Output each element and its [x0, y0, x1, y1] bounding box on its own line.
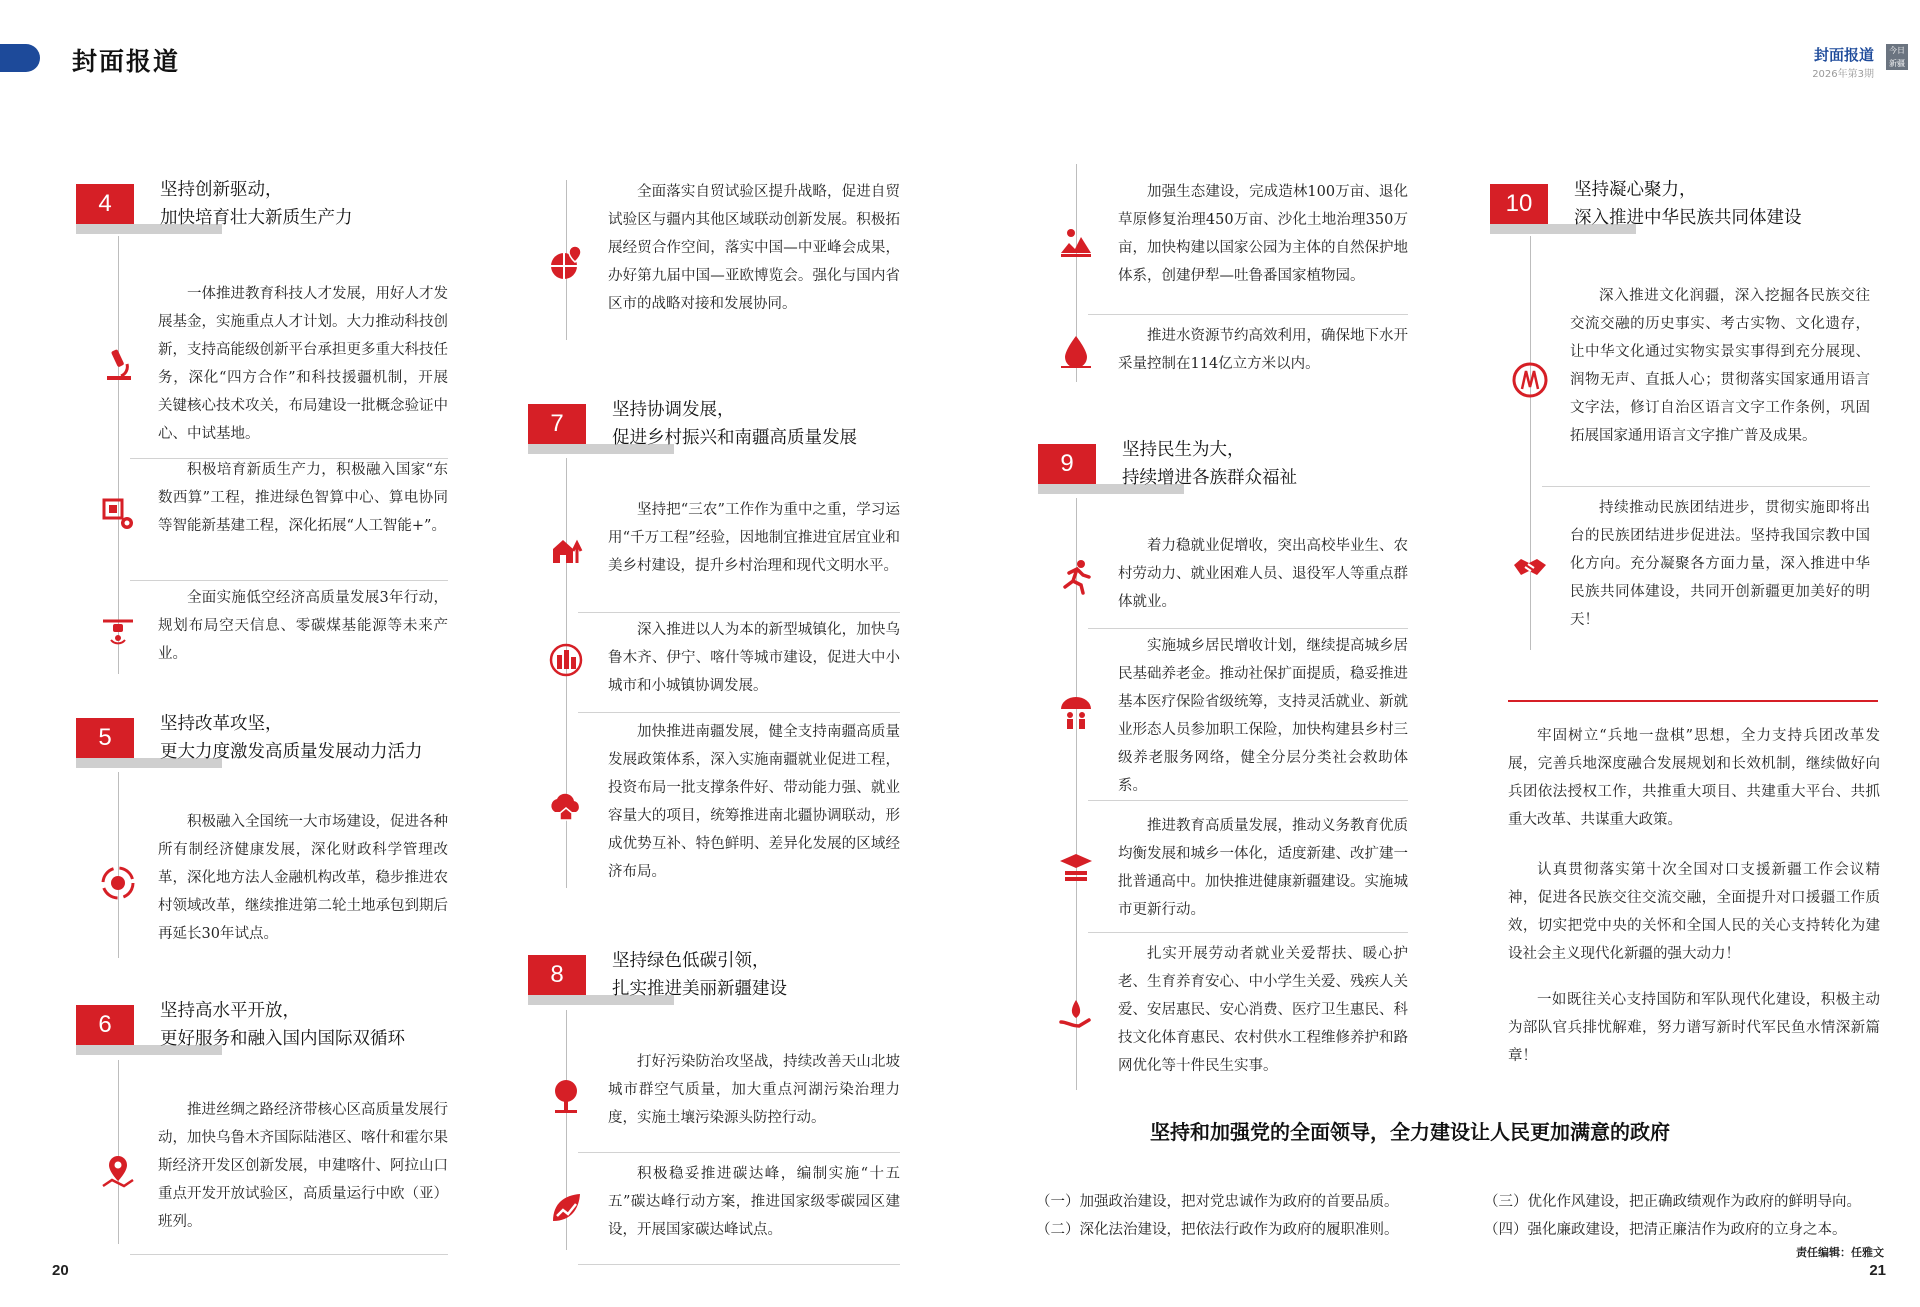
item-divider [1088, 932, 1408, 933]
header-tab [0, 44, 40, 72]
section-5-item-1 [158, 808, 448, 948]
section-number-text: 4 [98, 190, 112, 217]
point-1: （一）加强政治建设，把对党忠诚作为政府的首要品质。 [1036, 1194, 1399, 1210]
section-7-item-2 [608, 616, 900, 700]
ecology-icon [1057, 223, 1095, 261]
section-8-item-2 [608, 1160, 900, 1244]
section-9-item-3 [1118, 812, 1408, 924]
item-text: 深入推进以人为本的新型城镇化，加快乌鲁木齐、伊宁、喀什等城市建设，促进大中小城市和小城镇协调发展。 [608, 622, 900, 694]
item-text: 推进丝绸之路经济带核心区高质量发展行动，加快乌鲁木齐国际陆港区、喀什和霍尔果斯经济开发区创新发展，申建喀什、阿拉山口重点开发开放试验区，高质量运行中欧（亚）班列。 [158, 1102, 448, 1230]
point-2: （二）深化法治建设，把依法行政作为政府的履职准则。 [1036, 1222, 1399, 1238]
item-text: 积极培育新质生产力，积极融入国家“东数西算”工程，推进绿色智算中心、算电协同等智能新基建工程，深化拓展“人工智能+”。 [158, 462, 448, 534]
point-4: （四）强化廉政建设，把清正廉洁作为政府的立身之本。 [1484, 1222, 1847, 1238]
item-divider [130, 580, 448, 581]
section-7-item-1 [608, 496, 900, 580]
section-4-item-3 [158, 584, 448, 668]
section-number-10 [1490, 184, 1548, 234]
reform-cycle-icon [99, 864, 137, 902]
section-8-item-1 [608, 1048, 900, 1132]
paragraph-text: 认真贯彻落实第十次全国对口支援新疆工作会议精神，促进各民族交往交流交融，全面提升对口援疆工作质效，切实把党中央的关怀和全国人民的关心支持转化为建设社会主义现代化新疆的强大动力！ [1508, 862, 1880, 962]
closing-paragraph-2 [1508, 856, 1880, 968]
issue-number: 2026年第3期 [1812, 69, 1874, 80]
section-6-item-1 [158, 1096, 448, 1236]
section-4-item-2 [158, 456, 448, 540]
section-title-line-1: 坚持创新驱动， [160, 180, 283, 200]
paragraph-text: 牢固树立“兵地一盘棋”思想，全力支持兵团改革发展，完善兵地深度融合发展规划和长效机制，继续做好向兵团依法授权工作，共推重大项目、共建重大平台、共抓重大改革、共谋重大政策。 [1508, 728, 1880, 828]
section-title-line-2: 深入推进中华民族共同体建设 [1574, 208, 1802, 228]
section-number-text: 9 [1060, 450, 1074, 477]
culture-emblem-icon [1511, 361, 1549, 399]
item-divider [1088, 800, 1408, 801]
closing-paragraph-3 [1508, 986, 1880, 1070]
map-pin-icon [99, 1152, 137, 1190]
section-9-item-2 [1118, 632, 1408, 800]
family-umbrella-icon [1057, 693, 1095, 731]
cloud-house-icon [547, 786, 585, 824]
section-9-item-1 [1118, 532, 1408, 616]
section-title-line-1: 坚持民生为大， [1122, 440, 1245, 460]
page-number-left: 20 [52, 1262, 69, 1279]
section-title-line-1: 坚持协调发展， [612, 400, 735, 420]
drone-icon [99, 609, 137, 647]
item-text: 推进水资源节约高效利用，确保地下水开采量控制在114亿立方米以内。 [1118, 328, 1408, 372]
item-divider [130, 1254, 448, 1255]
section-title-5 [160, 710, 480, 766]
section-number-8 [528, 955, 586, 1005]
care-hand-icon [1057, 996, 1095, 1034]
item-text: 积极稳妥推进碳达峰，编制实施“十五五”碳达峰行动方案，推进国家级零碳园区建设，开展国家碳达峰试点。 [608, 1166, 900, 1238]
magazine-brand [1812, 44, 1874, 80]
section-8-item-4 [1118, 322, 1408, 378]
section-title: 封面报道 [72, 47, 181, 76]
bottom-headline: 坚持和加强党的全面领导，全力建设让人民更加满意的政府 [1150, 1120, 1670, 1144]
section-number-text: 10 [1505, 190, 1533, 217]
item-text: 推进教育高质量发展，推动义务教育优质均衡发展和城乡一体化，适度新建、改扩建一批普通高中。加快推进健康新疆建设。实施城市更新行动。 [1118, 818, 1408, 918]
section-number-text: 7 [550, 410, 564, 437]
item-divider [1088, 314, 1408, 315]
city-icon [547, 641, 585, 679]
section-10-item-1 [1570, 282, 1870, 450]
section-number-text: 6 [98, 1011, 112, 1038]
item-text: 深入推进文化润疆，深入挖掘各民族交往交流交融的历史事实、考古实物、文化遗存，让中华文化通过实物实景实事得到充分展现、润物无声、直抵人心；贯彻落实国家通用语言文字法，修订自治区语言文字工作条例，巩固拓展国家通用语言文字推广普及成果。 [1570, 288, 1870, 444]
section-title-9 [1122, 436, 1442, 492]
section-title-line-2: 更好服务和融入国内国际双循环 [160, 1029, 405, 1049]
section-title-line-1: 坚持高水平开放， [160, 1001, 300, 1021]
section-title-line-2: 加快培育壮大新质生产力 [160, 208, 353, 228]
item-divider [1542, 486, 1870, 487]
section-title-6 [160, 997, 480, 1053]
section-4-item-1 [158, 280, 448, 448]
timeline-line [1530, 236, 1531, 650]
item-text: 积极融入全国统一大市场建设，促进各种所有制经济健康发展，深化财政科学管理改革，深化地方法人金融机构改革，稳步推进农村领域改革，继续推进第二轮土地承包到期后再延长30年试点。 [158, 814, 448, 942]
section-title-line-2: 更大力度激发高质量发展动力活力 [160, 742, 423, 762]
section-title-line-1: 坚持凝心聚力， [1574, 180, 1697, 200]
item-text: 全面实施低空经济高质量发展3年行动，规划布局空天信息、零碳煤基能源等未来产业。 [158, 590, 448, 662]
section-number-text: 5 [98, 724, 112, 751]
item-text: 扎实开展劳动者就业关爱帮扶、暖心护老、生育养育安心、中小学生关爱、残疾人关爱、安居惠民、安心消费、医疗卫生惠民、科技文化体育惠民、农村供水工程维修养护和路网优化等十件民生实事。 [1118, 946, 1408, 1074]
section-title-10 [1574, 176, 1894, 232]
water-drop-icon [1057, 333, 1095, 371]
chip-gear-icon [99, 495, 137, 533]
section-number-7 [528, 404, 586, 454]
section-number-5 [76, 718, 134, 768]
item-text: 一体推进教育科技人才发展，用好人才发展基金，实施重点人才计划。大力推动科技创新，支持高能级创新平台承担更多重大科技任务，深化“四方合作”和科技援疆机制，开展关键核心技术攻关，布局建设一批概念验证中心、中试基地。 [158, 286, 448, 442]
magazine-logo: 今日新疆 [1886, 44, 1908, 70]
section-title-line-1: 坚持绿色低碳引领， [612, 951, 770, 971]
item-text: 实施城乡居民增收计划，继续提高城乡居民基础养老金。推动社保扩面提质，稳妥推进基本医疗保险省级统筹，支持灵活就业、新就业形态人员参加职工保险，加快构建县乡村三级养老服务网络，健全分层分类社会救助体系。 [1118, 638, 1408, 794]
item-divider [578, 712, 900, 713]
section-title-line-2: 扎实推进美丽新疆建设 [612, 979, 787, 999]
item-text: 坚持把“三农”工作作为重中之重，学习运用“千万工程”经验，因地制宜推进宜居宜业和美乡村建设，提升乡村治理和现代文明水平。 [608, 502, 900, 574]
item-divider [578, 1264, 900, 1265]
section-title-7 [612, 396, 932, 452]
section-8-item-3 [1118, 178, 1408, 290]
item-divider [578, 1152, 900, 1153]
section-title-line-1: 坚持改革攻坚， [160, 714, 283, 734]
section-number-4 [76, 184, 134, 234]
section-title-8 [612, 947, 932, 1003]
village-icon [547, 531, 585, 569]
leaf-chart-icon [547, 1189, 585, 1227]
section-number-text: 8 [550, 961, 564, 988]
section-number-6 [76, 1005, 134, 1055]
section-number-9 [1038, 444, 1096, 494]
section-7-item-3 [608, 718, 900, 886]
globe-pin-icon [547, 244, 585, 282]
tree-icon [547, 1077, 585, 1115]
point-3: （三）优化作风建设，把正确政绩观作为政府的鲜明导向。 [1484, 1194, 1861, 1210]
item-text: 持续推动民族团结进步，贯彻实施即将出台的民族团结进步促进法。坚持我国宗教中国化方向。充分凝聚各方面力量，深入推进中华民族共同体建设，共同开创新疆更加美好的明天！ [1570, 500, 1870, 628]
handshake-icon [1511, 547, 1549, 585]
item-text: 打好污染防治攻坚战，持续改善天山北坡城市群空气质量，加大重点河湖污染治理力度，实施土壤污染源头防控行动。 [608, 1054, 900, 1126]
item-text: 加快推进南疆发展，健全支持南疆高质量发展政策体系，深入实施南疆就业促进工程，投资布局一批支撑条件好、带动能力强、就业容量大的项目，统筹推进南北疆协调联动，形成优势互补、特色鲜明、差异化发展的区域经济布局。 [608, 724, 900, 880]
editor-credit: 责任编辑：任雅文 [1796, 1246, 1884, 1259]
section-6-item-2 [608, 178, 900, 318]
closing-paragraph-1 [1508, 722, 1880, 834]
section-title-line-2: 持续增进各族群众福祉 [1122, 468, 1297, 488]
item-text: 着力稳就业促增收，突出高校毕业生、农村劳动力、就业困难人员、退役军人等重点群体就业。 [1118, 538, 1408, 610]
section-10-item-2 [1570, 494, 1870, 634]
item-divider [1088, 628, 1408, 629]
section-divider [1508, 700, 1878, 702]
paragraph-text: 一如既往关心支持国防和军队现代化建设，积极主动为部队官兵排忧解难，努力谱写新时代军民鱼水情深新篇章！ [1508, 992, 1880, 1064]
section-9-item-4 [1118, 940, 1408, 1080]
section-title-4 [160, 176, 480, 232]
runner-icon [1057, 557, 1095, 595]
graduation-icon [1057, 849, 1095, 887]
magazine-name: 封面报道 [1813, 46, 1874, 64]
item-text: 全面落实自贸试验区提升战略，促进自贸试验区与疆内其他区域联动创新发展。积极拓展经贸合作空间，落实中国—中亚峰会成果，办好第九届中国—亚欧博览会。强化与国内省区市的战略对接和发展协同。 [608, 184, 900, 312]
item-divider [578, 612, 900, 613]
page-number-right: 21 [1869, 1262, 1886, 1279]
microscope-icon [99, 346, 137, 384]
item-text: 加强生态建设，完成造林100万亩、退化草原修复治理450万亩、沙化土地治理350万亩，加快构建以国家公园为主体的自然保护地体系，创建伊犁—吐鲁番国家植物园。 [1118, 184, 1408, 284]
section-title-line-2: 促进乡村振兴和南疆高质量发展 [612, 428, 857, 448]
